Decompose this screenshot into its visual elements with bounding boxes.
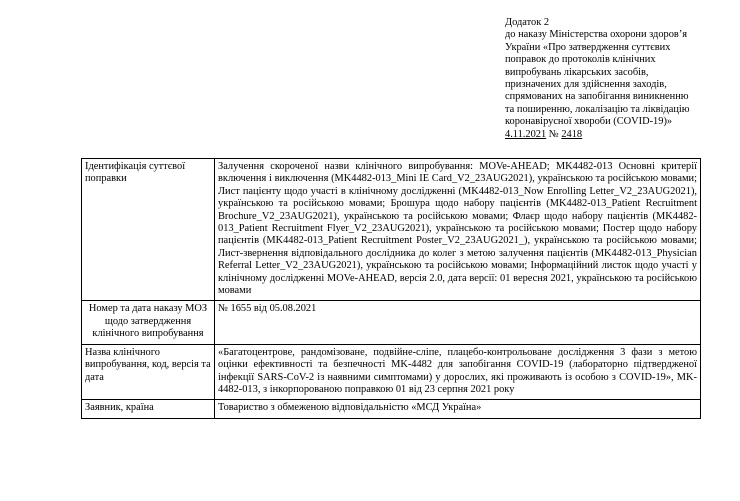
order-number: 2418 — [561, 128, 583, 140]
annex-line: коронавірусної хвороби (COVID-19)» — [505, 116, 673, 128]
annex-line: до наказу Міністерства охорони здоров’я — [505, 29, 688, 41]
table-row — [82, 159, 701, 301]
annex-line: та поширенню, локалізацію та ліквідацію — [505, 103, 690, 115]
row-value: Залучення скороченої назви клінічного випробування: MOVe-AHEAD; MK4482-013 Основні критерії включення і виключення (MK4482-013_Mini IE Card_V2_23AUG2021), українською та російською мовами; Лист пацієнту щодо участі в клінічному дослідженні (MK4482-013_Now Enrolling Letter_V2_23AUG2021), українською та російською мовами; Брошура щодо набору пацієнтів (MK4482-013_Patient Recruitment Brochure_V2_23AUG2021), українською та російською мовами; Флаєр щодо набору пацієнтів (MK4482-013_Patient Recruitment Flyer_V2_23AUG2021), українською та російською мовами; Постер щодо набору пацієнтів (MK4482-013_Patient Recruitment Poster_V2_23AUG2021_), українською та російською мовами; Лист-звернення відповідального дослідника до колег з метою залучення пацієнтів (MK4482-013_Physician Referral Letter_V2_23AUG2021), українською та російською мовами; Інформаційний листок щодо участі у клінічному дослідженні MOVe-AHEAD, версія 2.0, дата версії: 01 вересня 2021, українською та російською мовами — [215, 159, 701, 301]
row-label: Номер та дата наказу МОЗ щодо затвердження клінічного випробування — [82, 301, 215, 344]
annex-line: призначених для здійснення заходів, — [505, 79, 667, 91]
row-label: Заявник, країна — [82, 400, 215, 418]
table-row — [82, 301, 701, 344]
row-label: Назва клінічного випробування, код, версія та дата — [82, 344, 215, 400]
row-value: Товариство з обмеженою відповідальністю «МСД Україна» — [215, 400, 701, 418]
amendment-table — [81, 158, 701, 419]
order-date: 4.11.2021 — [505, 128, 547, 140]
row-value: «Багатоцентрове, рандомізоване, подвійне-сліпе, плацебо-контрольоване дослідження 3 фази з метою оцінки ефективності та безпечності MK-4482 для запобігання COVID-19 (лабораторно підтвердженої інфекції SARS-CoV-2 із наявними симптомами) у дорослих, які проживають із особою з COVID-19», MK-4482-013, з інкорпорованою поправкою 01 від 23 серпня 2021 року — [215, 344, 701, 400]
annex-title: Додаток 2 — [505, 17, 550, 28]
annex-line: України «Про затвердження суттєвих — [505, 41, 671, 53]
order-date-number — [505, 129, 720, 141]
annex-header — [505, 17, 720, 141]
table-row — [82, 400, 701, 418]
annex-line: випробувань лікарських засобів, — [505, 66, 649, 78]
table-row — [82, 344, 701, 400]
annex-line: спрямованих на запобігання виникненню — [505, 91, 689, 103]
annex-line: поправок до протоколів клінічних — [505, 54, 656, 66]
order-number-sign: № — [548, 128, 559, 140]
row-value: № 1655 від 05.08.2021 — [215, 301, 701, 344]
row-label: Ідентифікація суттєвої поправки — [82, 159, 215, 301]
